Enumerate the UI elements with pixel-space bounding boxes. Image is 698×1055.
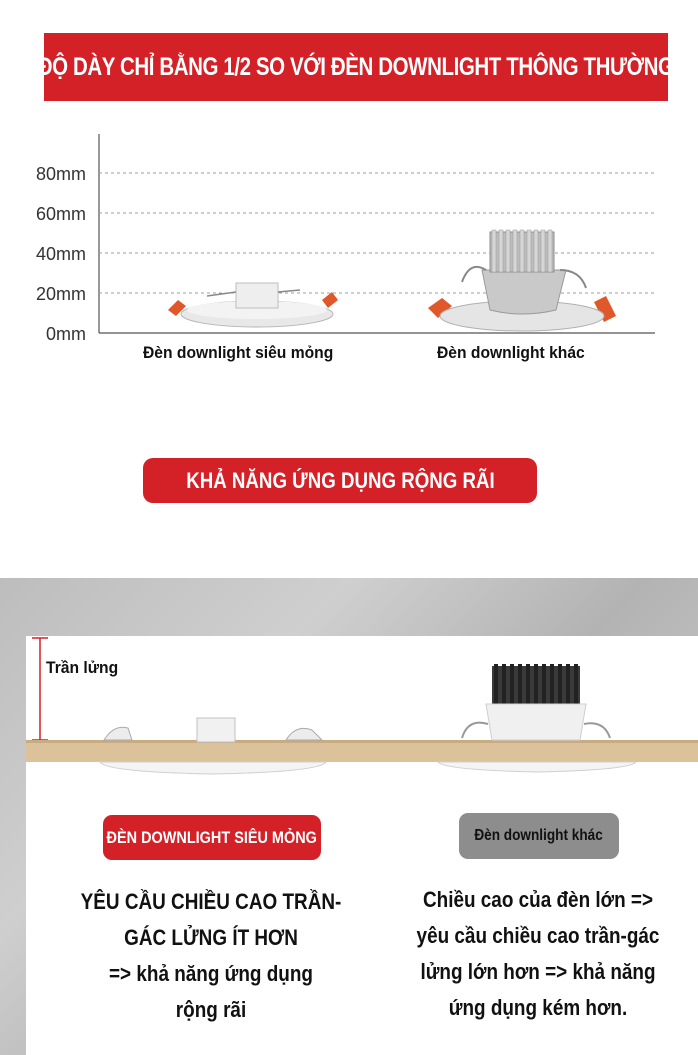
slim-driver-box — [236, 283, 278, 308]
slim-wire-right — [278, 290, 300, 292]
regular-description — [378, 882, 698, 1026]
heatsink-fins — [492, 230, 552, 272]
category-label-slim: Đèn downlight siêu mỏng — [143, 343, 334, 362]
regular-downlight-illustration — [428, 230, 616, 331]
y-tick-label: 80mm — [35, 164, 86, 184]
regular-desc-line: yêu cầu chiều cao trần-gác — [416, 923, 660, 948]
slim-downlight-tag-text: ĐÈN DOWNLIGHT SIÊU MỎNG — [106, 827, 318, 847]
heatsink-fin-scene — [558, 664, 562, 704]
heatsink-fin — [492, 230, 496, 272]
slim-downlight-illustration — [168, 283, 338, 327]
heatsink-fin — [541, 230, 545, 272]
y-tick-label: 40mm — [35, 244, 86, 264]
heatsink-fin-scene — [534, 664, 538, 704]
regular-downlight-tag — [459, 813, 619, 859]
wood-ceiling — [26, 740, 698, 762]
heatsink-fin-scene — [518, 664, 522, 704]
thickness-chart — [0, 120, 698, 390]
slim-desc-line: rộng rãi — [175, 997, 247, 1022]
regular-downlight-tag-text: Đèn downlight khác — [474, 827, 604, 844]
slim-desc-line: GÁC LỬNG ÍT HƠN — [124, 925, 298, 950]
regular-clip-left-scene — [462, 723, 488, 738]
slim-desc-line: => khả năng ứng dụng — [109, 961, 313, 986]
heatsink-fin-scene — [550, 664, 554, 704]
slim-desc-line: YÊU CẦU CHIỀU CAO TRẦN- — [80, 889, 342, 914]
heatsink-fin — [506, 230, 510, 272]
mid-banner — [143, 458, 537, 503]
regular-desc-line: ứng dụng kém hơn. — [448, 995, 628, 1020]
heatsink-fin-scene — [526, 664, 530, 704]
heatsink-fin — [527, 230, 531, 272]
mid-banner-text: KHẢ NĂNG ỨNG DỤNG RỘNG RÃI — [185, 467, 495, 493]
heatsink-fin — [520, 230, 524, 272]
slim-description — [46, 884, 376, 1028]
heatsink-fin-scene — [494, 664, 498, 704]
regular-housing-scene — [486, 704, 586, 740]
heatsink-fin-scene — [542, 664, 546, 704]
heatsink-fin-scene — [574, 664, 578, 704]
slim-clip-right — [286, 728, 322, 740]
regular-desc-line: lửng lớn hơn => khả năng — [420, 959, 656, 984]
y-tick-label: 0mm — [46, 324, 86, 344]
heatsink-fin-scene — [502, 664, 506, 704]
heatsink-fin — [548, 230, 552, 272]
regular-light-trim — [438, 762, 636, 772]
slim-downlight-tag — [103, 815, 321, 860]
heatsink-fin — [499, 230, 503, 272]
slim-spring-right — [322, 292, 338, 308]
y-tick-label: 20mm — [35, 284, 86, 304]
top-banner — [38, 33, 674, 101]
regular-clip-right-scene — [584, 723, 610, 738]
heatsink-fin-scene — [510, 664, 514, 704]
top-banner-text: ĐỘ DÀY CHỈ BẰNG 1/2 SO VỚI ĐÈN DOWNLIGHT THÔNG THƯỜNG — [38, 52, 674, 81]
slim-clip-left — [104, 727, 132, 740]
ceiling-height-label: Trần lửng — [46, 658, 119, 677]
slim-driver-box-scene — [197, 718, 235, 742]
heatsink-fin — [534, 230, 538, 272]
heatsink-fin — [513, 230, 517, 272]
slim-light-trim — [100, 762, 326, 774]
y-tick-label: 60mm — [35, 204, 86, 224]
heatsink-fin-scene — [566, 664, 570, 704]
regular-desc-line: Chiều cao của đèn lớn => — [422, 887, 654, 912]
chart-svg — [0, 120, 698, 390]
regular-housing — [482, 270, 566, 314]
category-label-regular: Đèn downlight khác — [437, 343, 585, 362]
